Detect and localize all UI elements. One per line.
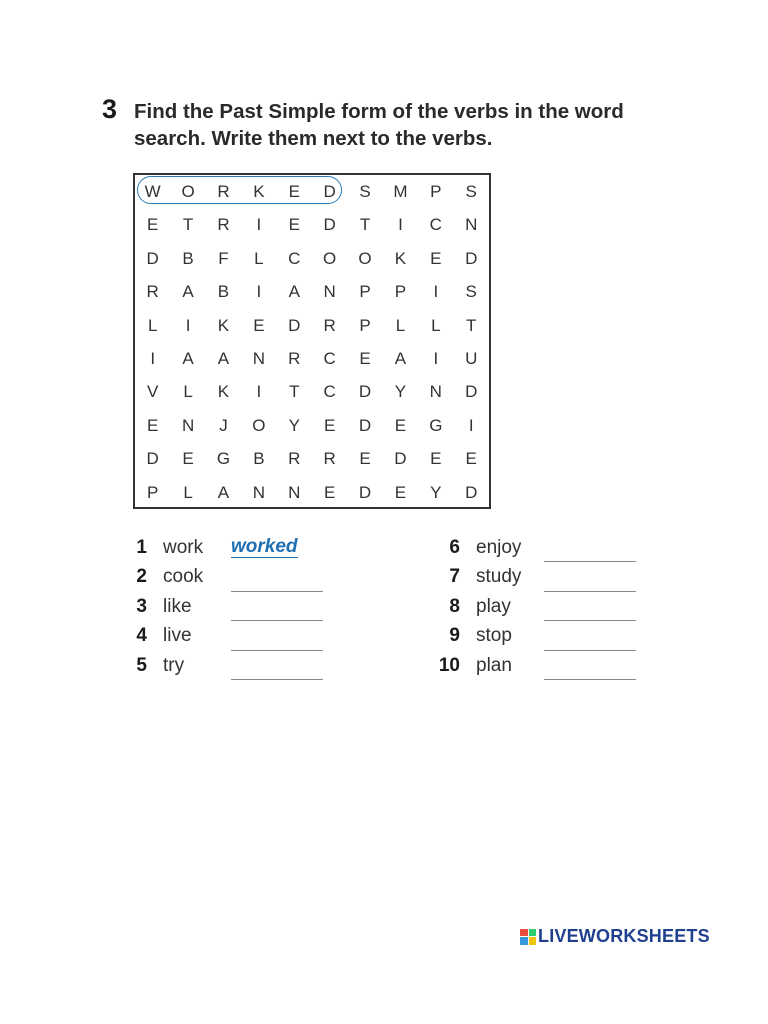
grid-row (135, 208, 489, 241)
grid-cell[interactable]: R (323, 315, 336, 335)
grid-cell[interactable]: K (217, 315, 230, 335)
grid-cell[interactable]: E (394, 415, 407, 435)
grid-cell[interactable]: I (150, 348, 156, 368)
grid-cell[interactable]: J (219, 415, 228, 435)
grid-row (135, 442, 489, 475)
logo-square (520, 929, 528, 937)
grid-cell[interactable]: B (182, 248, 194, 268)
grid-cell[interactable]: T (466, 315, 477, 335)
grid-cell[interactable]: A (217, 348, 230, 368)
grid-cell[interactable]: O (358, 248, 372, 268)
grid-cell[interactable]: C (323, 348, 336, 368)
answer-row (133, 533, 323, 563)
grid-cell[interactable]: I (185, 315, 191, 335)
grid-cell[interactable]: I (468, 415, 474, 435)
grid-cell[interactable]: I (433, 348, 439, 368)
grid-cell[interactable]: D (358, 382, 372, 402)
grid-cell[interactable]: S (465, 182, 477, 201)
grid-cell[interactable]: U (465, 348, 478, 368)
grid-cell[interactable]: P (147, 482, 159, 502)
grid-row (135, 242, 489, 275)
grid-cell[interactable]: P (394, 282, 407, 302)
answer-row (133, 622, 323, 652)
verb-label: cook (163, 566, 204, 588)
answer-field[interactable] (231, 600, 323, 621)
grid-cell[interactable]: D (358, 415, 372, 435)
verb-label: play (476, 595, 511, 617)
grid-cell[interactable]: R (288, 348, 301, 368)
grid-cell[interactable]: R (323, 449, 336, 469)
grid-cell[interactable]: B (253, 449, 265, 469)
logo-square (529, 929, 537, 937)
grid-cell[interactable]: E (359, 348, 371, 368)
grid-row (135, 476, 489, 509)
grid-cell[interactable]: G (216, 449, 231, 469)
item-number: 6 (449, 536, 460, 558)
word-search-grid (133, 173, 491, 509)
item-number: 8 (449, 595, 460, 617)
grid-cell[interactable]: W (144, 182, 161, 201)
grid-cell[interactable]: C (288, 248, 301, 268)
answer-row (133, 563, 323, 593)
verb-label: study (476, 566, 522, 588)
grid-cell[interactable]: I (256, 382, 262, 402)
answer-field[interactable] (231, 571, 323, 592)
grid-cell[interactable]: A (182, 348, 194, 368)
answer-row (432, 651, 636, 681)
grid-cell[interactable]: T (182, 215, 194, 235)
grid-row (135, 342, 489, 375)
grid-cell[interactable]: L (183, 482, 193, 502)
answer-field[interactable] (544, 630, 636, 651)
grid-cell[interactable]: D (323, 215, 336, 235)
grid-cell[interactable]: E (430, 449, 442, 469)
answer-field[interactable] (544, 600, 636, 621)
verb-label: work (163, 536, 204, 558)
verb-label: stop (476, 625, 512, 647)
grid-cell[interactable]: E (182, 449, 194, 469)
grid-cell[interactable]: P (359, 282, 371, 302)
grid-cell[interactable]: E (359, 449, 371, 469)
answer-row (432, 563, 636, 593)
grid-cell[interactable]: O (323, 248, 337, 268)
grid-cell[interactable]: A (182, 282, 194, 302)
grid-cell[interactable]: C (429, 215, 442, 235)
verb-label: enjoy (476, 536, 522, 558)
grid-cell[interactable]: T (289, 382, 300, 402)
grid-cell[interactable]: L (147, 315, 158, 335)
answer-row (432, 622, 636, 652)
item-number: 5 (136, 654, 147, 676)
grid-row (135, 375, 489, 408)
liveworksheets-logo-icon (520, 929, 536, 945)
logo-square (520, 937, 528, 945)
grid-cell[interactable]: D (358, 482, 372, 502)
grid-cell[interactable]: N (252, 482, 265, 502)
grid-cell[interactable]: N (181, 415, 195, 435)
grid-cell[interactable]: N (323, 282, 336, 302)
grid-cell[interactable]: N (465, 215, 478, 235)
grid-cell[interactable]: E (288, 182, 300, 201)
grid-cell[interactable]: V (147, 382, 159, 402)
grid-cell[interactable]: A (288, 282, 300, 302)
answer-row (133, 592, 323, 622)
grid-cell[interactable]: G (429, 415, 443, 435)
grid-cell[interactable]: B (217, 282, 230, 302)
grid-cell[interactable]: D (465, 482, 478, 502)
grid-row (135, 275, 489, 308)
grid-cell[interactable]: N (429, 382, 442, 402)
grid-cell[interactable]: D (146, 248, 159, 268)
grid-cell[interactable]: N (288, 482, 301, 502)
grid-cell[interactable]: D (465, 248, 478, 268)
grid-cell[interactable]: E (465, 449, 477, 469)
highlight-oval-worked (137, 176, 342, 204)
grid-cell[interactable]: E (253, 315, 265, 335)
grid-cell[interactable]: E (430, 248, 442, 268)
grid-cell[interactable]: A (394, 348, 407, 368)
answer-field[interactable] (544, 541, 636, 562)
grid-cell[interactable]: F (218, 248, 229, 268)
item-number: 1 (136, 536, 147, 558)
grid-cell[interactable]: P (359, 315, 371, 335)
answer-row (432, 592, 636, 622)
grid-cell[interactable]: E (323, 415, 336, 435)
grid-cell[interactable]: I (433, 282, 439, 302)
grid-cell[interactable]: D (323, 182, 336, 201)
grid-cell[interactable]: K (253, 182, 265, 201)
liveworksheets-brand (520, 926, 710, 947)
grid-cell[interactable]: O (181, 182, 195, 201)
verb-label: plan (476, 654, 512, 676)
grid-cell[interactable]: P (430, 182, 442, 201)
item-number: 4 (136, 625, 147, 647)
grid-cell[interactable]: E (323, 482, 336, 502)
grid-cell[interactable]: K (217, 382, 230, 402)
answer-row (432, 533, 636, 563)
grid-cell[interactable]: R (146, 282, 159, 302)
grid-cell[interactable]: N (252, 348, 265, 368)
verb-label: try (163, 654, 185, 676)
grid-cell[interactable]: Y (394, 382, 407, 402)
grid-cell[interactable]: L (183, 382, 193, 402)
grid-cell[interactable]: E (147, 215, 159, 235)
grid-cell[interactable]: D (288, 315, 301, 335)
item-number: 7 (449, 566, 460, 588)
answer-field[interactable] (231, 630, 323, 651)
grid-cell[interactable]: Y (288, 415, 300, 435)
grid-cell[interactable]: L (254, 248, 264, 268)
grid-cell[interactable]: I (398, 215, 403, 235)
grid-row (135, 309, 489, 342)
grid-cell[interactable]: L (395, 315, 406, 335)
logo-square (529, 937, 537, 945)
item-number: 10 (438, 654, 460, 676)
answer-row (133, 651, 323, 681)
grid-cell[interactable]: I (256, 282, 262, 302)
answer-field[interactable] (544, 659, 636, 680)
answer-list-right (432, 533, 636, 681)
exercise-number: 3 (102, 94, 118, 124)
grid-cell[interactable]: I (256, 215, 262, 235)
grid-cell[interactable]: M (393, 182, 408, 201)
grid-cell[interactable]: D (394, 449, 407, 469)
grid-cell[interactable]: S (359, 182, 371, 201)
grid-row (135, 409, 489, 442)
grid-cell[interactable]: K (394, 248, 407, 268)
grid-cell[interactable]: D (146, 449, 159, 469)
grid-cell[interactable]: L (431, 315, 441, 335)
grid-cell[interactable]: C (323, 382, 336, 402)
answer-field[interactable] (544, 571, 636, 592)
grid-cell[interactable]: T (359, 215, 371, 235)
grid-cell[interactable]: R (288, 449, 301, 469)
answer-list-left (133, 533, 323, 681)
brand-name: LIVEWORKSHEETS (538, 926, 710, 946)
verb-label: like (163, 595, 192, 617)
answer-field[interactable]: worked (231, 536, 298, 558)
grid-cell[interactable]: Y (430, 482, 442, 502)
verb-label: live (163, 625, 192, 647)
grid-cell[interactable]: R (217, 215, 230, 235)
item-number: 2 (136, 566, 147, 588)
grid-cell[interactable]: E (394, 482, 407, 502)
grid-cell[interactable]: R (217, 182, 230, 201)
grid-cell[interactable]: E (288, 215, 300, 235)
item-number: 9 (449, 625, 460, 647)
grid-cell[interactable]: A (217, 482, 230, 502)
grid-cell[interactable]: E (147, 415, 159, 435)
grid-cell[interactable]: O (252, 415, 266, 435)
item-number: 3 (136, 595, 147, 617)
answer-field[interactable] (231, 659, 323, 680)
exercise-instructions: Find the Past Simple form of the verbs in the word search. Write them next to the verbs. (134, 100, 624, 150)
grid-cell[interactable]: D (465, 382, 478, 402)
grid-cell[interactable]: S (465, 282, 477, 302)
